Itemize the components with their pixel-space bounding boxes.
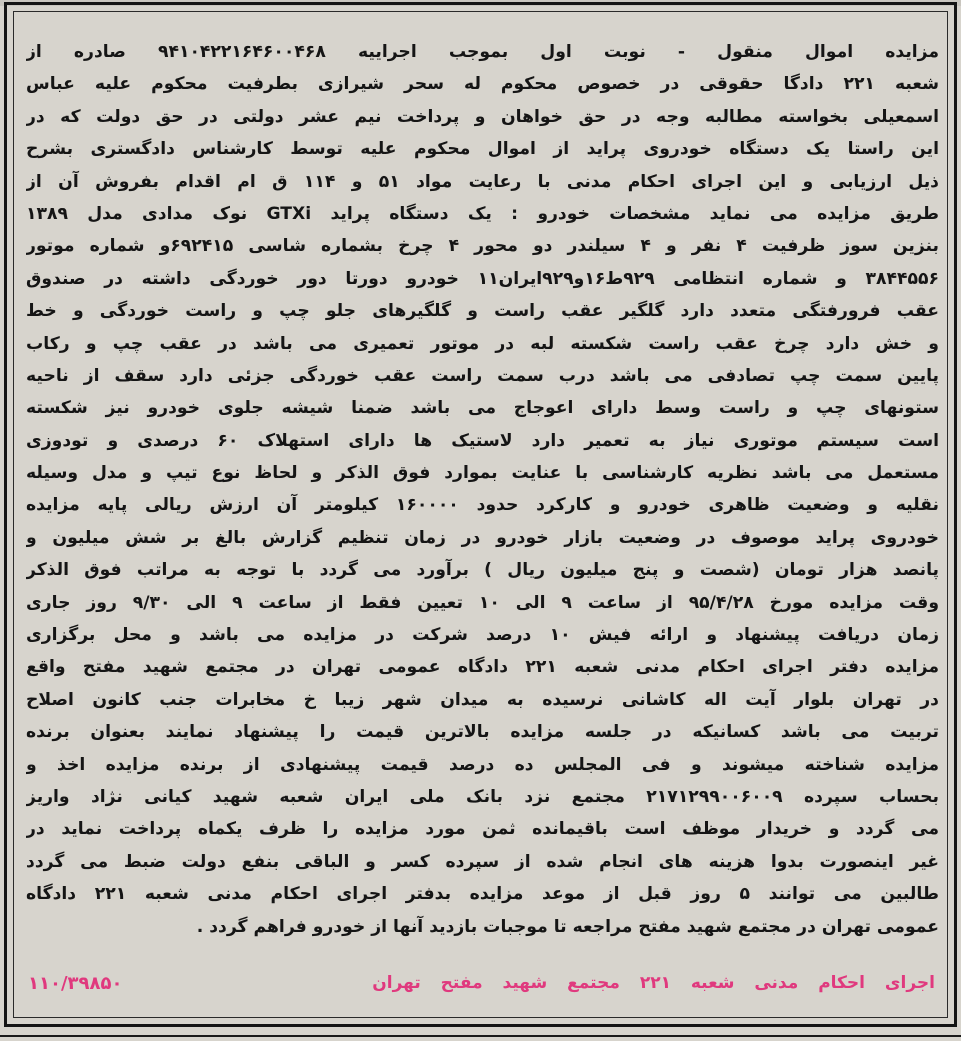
notice-line: نقلیه و وضعیت ظاهری خودرو و کارکرد حدود ۱۶۰۰۰۰ کیلومتر آن ارزش ریالی پایه مزایده: [26, 495, 939, 516]
notice-line: عقب فرورفتگی متعدد دارد گلگیر عقب راست و گلگیرهای جلو چپ و راست خوردگی و خط: [26, 301, 939, 322]
notice-line: و خش دارد چرخ عقب راست شکسته لبه در موتور تعمیری می باشد در عقب چپ و رکاب: [26, 333, 939, 354]
notice-line: تربیت می باشد کسانیکه در جلسه مزایده بالاترین قیمت را پیشنهاد نمایند بعنوان برنده: [26, 722, 939, 743]
notice-footer: [28, 968, 935, 998]
notice-line: ستونهای چپ و راست وسط دارای اعوجاج می باشد ضمنا شیشه جلوی خودرو نیز شکسته: [26, 398, 939, 419]
notice-line: خودروی پراید موصوف در وضعیت بازار خودرو در زمان تنظیم گزارش بالغ بر شش میلیون و: [26, 527, 939, 548]
notice-line: می گردد و خریدار موظف است باقیمانده ثمن مورد مزایده را ظرف یکماه پرداخت نماید در: [26, 819, 939, 840]
notice-line: پایین سمت چپ تصادفی می باشد درب سمت راست عقب خوردگی جزئی دارد سقف از ناحیه: [26, 365, 939, 386]
notice-line: این راستا یک دستگاه خودروی پراید از اموال محکوم علیه توسط کارشناس دادگستری بشرح: [26, 139, 939, 160]
notice-line: اسمعیلی بخواسته مطالبه وجه در حق خواهان و پرداخت نیم عشر دولتی در حق دولت که در: [26, 106, 939, 127]
notice-line: ۳۸۴۴۵۵۶ و شماره انتظامی ۹۲۹ط۱۶و۹۲۹ایران۱۱ خودرو دورتا دور خوردگی داشته در صندوق: [26, 268, 939, 289]
notice-line: است سیستم موتوری نیاز به تعمیر دارد لاستیک ها دارای استهلاک ۶۰ درصدی و تودوزی: [26, 430, 939, 451]
notice-line: بنزین سوز ظرفیت ۴ نفر و ۴ سیلندر دو محور ۴ چرخ بشماره شاسی ۶۹۲۴۱۵و شماره موتور: [26, 236, 939, 257]
auction-notice-body: [26, 36, 939, 943]
notice-line: مزایده شناخته میشوند و فی المجلس ده درصد قیمت پیشنهادی از برنده مزایده اخذ و: [26, 754, 939, 775]
notice-line: طالبین می توانند ۵ روز قبل از موعد مزایده بدفتر اجرای احکام مدنی شعبه ۲۲۱ دادگاه: [26, 884, 939, 905]
notice-line: شعبه ۲۲۱ دادگا حقوقی در خصوص محکوم له سحر شیرازی بطرفیت محکوم علیه عباس: [26, 74, 939, 95]
notice-line: ذیل ارزیابی و این اجرای احکام مدنی با رعایت مواد ۵۱ و ۱۱۴ ق ام اقدام بفروش آن از: [26, 171, 939, 192]
notice-line: طریق مزایده می نماید مشخصات خودرو : یک دستگاه پراید GTXi نوک مدادی مدل ۱۳۸۹: [26, 203, 939, 224]
notice-line: غیر اینصورت بدوا هزینه های انجام شده از سپرده کسر و الباقی بنفع دولت ضبط می گردد: [26, 851, 939, 872]
notice-reference-code: ۱۱۰/۳۹۸۵۰: [28, 972, 123, 994]
issuer-signature: اجرای احکام مدنی شعبه ۲۲۱ مجتمع شهید مفتح تهران: [372, 973, 935, 993]
notice-line: زمان دریافت پیشنهاد و ارائه فیش ۱۰ درصد شرکت در مزایده می باشد و محل برگزاری: [26, 625, 939, 646]
notice-line: بحساب سپرده ۲۱۷۱۲۹۹۰۰۶۰۰۹ مجتمع نزد بانک ملی ایران شعبه شهید کیانی نژاد واریز: [26, 786, 939, 807]
notice-line: وقت مزایده مورخ ۹۵/۴/۲۸ از ساعت ۹ الی ۱۰ تعیین فقط از ساعت ۹ الی ۹/۳۰ روز جاری: [26, 592, 939, 613]
notice-line: مستعمل می باشد نظریه کارشناسی با عنایت بموارد فوق الذکر و لحاظ نوع تیپ و مدل وسیله: [26, 463, 939, 484]
notice-line: مزایده دفتر اجرای احکام مدنی شعبه ۲۲۱ دادگاه عمومی تهران در مجتمع شهید مفتح واقع: [26, 657, 939, 678]
clipping-bottom-rule: [0, 1035, 961, 1037]
notice-line: مزایده اموال منقول - نوبت اول بموجب اجراییه ۹۴۱۰۴۲۲۱۶۴۶۰۰۴۶۸ صادره از: [26, 42, 939, 62]
notice-line: پانصد هزار تومان (شصت و پنج میلیون ریال ) برآورد می گردد با توجه به مراتب فوق الذکر: [26, 560, 939, 581]
notice-line-final: عمومی تهران در مجتمع شهید مفتح مراجعه تا موجبات بازدید آنها از خودرو فراهم گردد .: [196, 916, 939, 937]
notice-line: در تهران بلوار آیت اله کاشانی نرسیده به میدان شهر زیبا خ مخابرات جنب کانون اصلاح: [26, 689, 939, 710]
